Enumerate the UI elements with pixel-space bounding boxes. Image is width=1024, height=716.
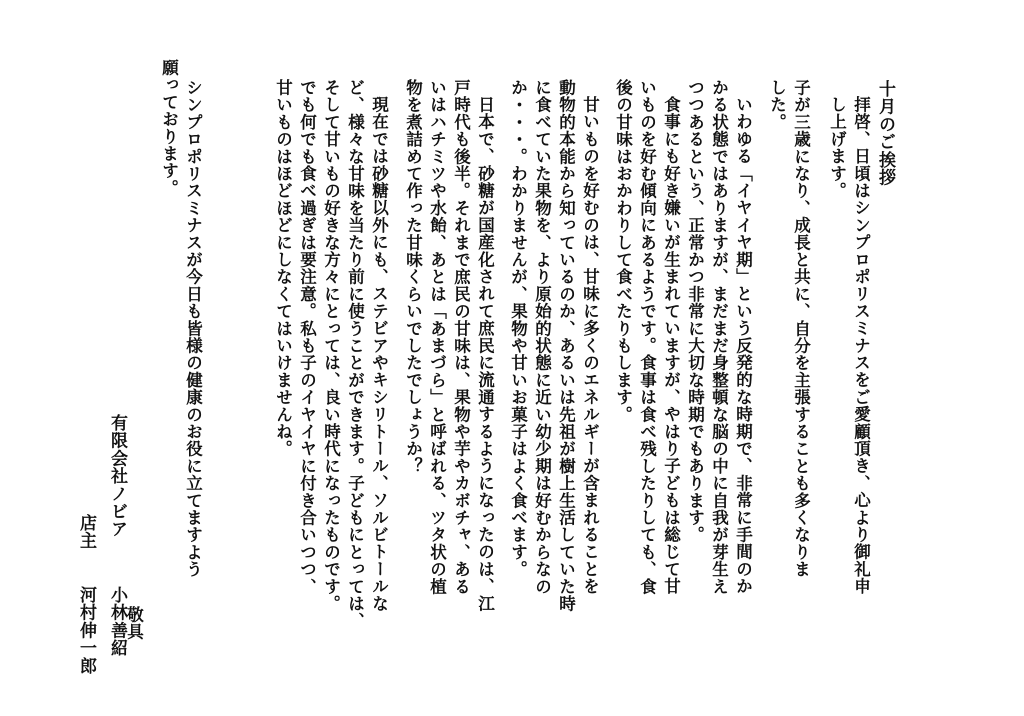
letter-line: かる状態ではありますが、まだまだ身整頓な脳の中に自我が芽生え [709,79,729,595]
letter-line: 戸時代も後半。それまで庶民の甘味は、果物や芋やカボチャ、ある [451,79,471,595]
letter-line: 甘いものはほどほどにしなくてはいけませんね。 [273,79,293,458]
letter-line: 後の甘味はおかわりして食べたりもします。 [613,79,633,423]
letter-line: 物を煮詰めて作った甘味くらいでしたでしょうか？ [403,79,423,475]
letter-line: いわゆる「イヤイヤ期」という反発的な時期で、非常に手間のか [733,96,753,595]
letter-line: 食事にも好き嫌いが生まれていますが、やはり子どもは総じて甘 [661,96,681,595]
letter-line: いものを好む傾向にあるようです。食事は食べ残したりしても、食 [637,79,657,595]
person-name: 小林善紹 [107,586,127,657]
letter-line: 甘いものを好むのは、甘味に多くのエネルギーが含まれることを [580,96,600,595]
letter-line: か・・・。わかりませんが、果物や甘いお菓子はよく食べます。 [508,79,528,578]
store-owner-name: 河村伸一郎 [76,586,96,675]
letter-line: つつあるという、正常かつ非常に大切な時期でもあります。 [685,79,705,544]
letter-line: 現在では砂糖以外にも、ステビアやキシリトール、ソルビトールな [369,96,389,612]
letter-line: いはハチミツや水飴、あとは「あまづら」と呼ばれる、ツタ状の植 [427,79,447,595]
letter-line: そして甘いもの好きな方々にとっては、良い時代になったものです。 [321,79,341,613]
letter-line: 動物的本能から知っているのか、あるいは先祖が樹上生活していた時 [556,79,576,613]
closing: 敬具 [124,606,144,641]
letter-line: 日本で、砂糖が国産化されて庶民に流通するようになったのは、江 [475,96,495,612]
letter-title: 十月のご挨拶 [875,80,895,187]
store-role: 店主 [76,514,96,550]
company-name: 有限会社ノビア [107,414,127,538]
letter-line: 子が三歳になり、成長と共に、自分を主張することも多くなりま [791,79,811,578]
letter-line: に食べていた果物を、より原始的状態に近い幼少期は好むからなの [532,79,552,595]
letter-line: シンプロポリスミナスが今日も皆様の健康のお役に立てますよう [183,79,203,578]
letter-line: し上げます。 [827,96,847,200]
letter-line: ど、様々な甘味を当たり前に使うことができます。子どもにとっては、 [345,79,365,630]
letter-line: 願っております。 [159,59,179,197]
letter-line: した。 [767,79,787,131]
letter-line: 拝啓、日頃はシンプロポリスミナスをご愛顧頂き、心より御礼申 [851,96,871,595]
letter-line: でも何でも食べ過ぎは要注意。私も子のイヤイヤに付き合いつつ、 [297,79,317,595]
